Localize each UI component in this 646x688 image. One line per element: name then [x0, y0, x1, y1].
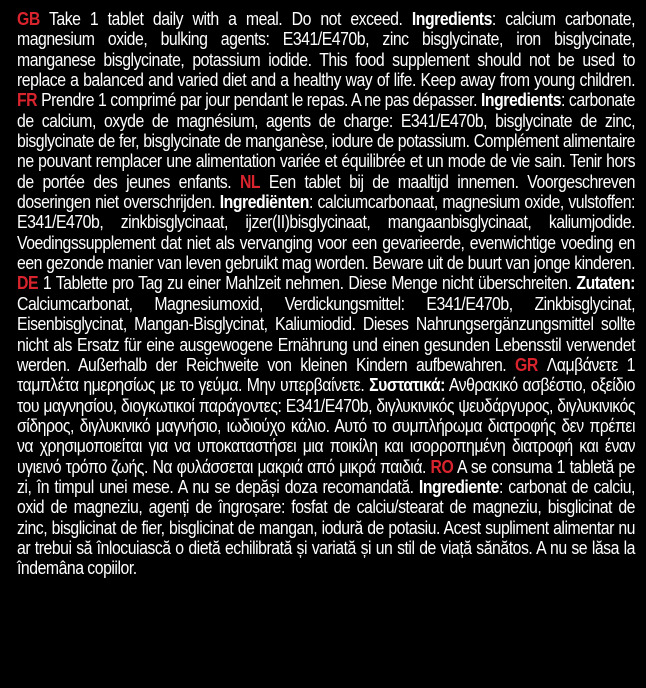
- nl-ingredients-heading: Ingrediënten: [219, 191, 309, 213]
- de-directions: 1 Tablette pro Tag zu einer Mahlzeit nehmen. Diese Menge nicht überschreiten.: [42, 272, 572, 294]
- nl-directions: Een tablet bij de maaltijd innemen. Voorgeschreven doseringen niet overschrijden.: [16, 170, 635, 213]
- lang-code-gr: GR: [515, 353, 538, 375]
- lang-code-fr: FR: [16, 89, 38, 111]
- ro-ingredients-text: : carbonat de calciu, oxid de magneziu, agenți de îngroșare: fosfat de calciu/stearat de magneziu, bisglicinat de zinc, bisglicinat de fier, bisglicinat de mangan, iodură de potasiu. Acest supliment alimentar nu ar trebui să înlocuiască o dietă echilibrată și variată și un stil de viață sănătos. A nu se lăsa la îndemâna copiilor.: [16, 475, 636, 579]
- gb-ingredients-heading: Ingredients: [411, 8, 492, 29]
- lang-code-ro: RO: [430, 455, 454, 477]
- fr-directions: Prendre 1 comprimé par jour pendant le repas. A ne pas dépasser.: [41, 89, 478, 111]
- gr-ingredients-heading: Συστατικά:: [369, 374, 445, 396]
- gb-directions: Take 1 tablet daily with a meal. Do not exceed.: [48, 8, 403, 29]
- lang-code-gb: GB: [16, 8, 40, 29]
- nl-ingredients-text: : calciumcarbonaat, magnesium oxide, vulstoffen: E341/E470b, zinkbisglycinaat, ijzer(II)bisglycinaat, mangaanbisglycinaat, kaliumjodide. Voedingssupplement dat niet als vervanging voor een gevarieerde, evenwichtige voeding en een gezonde manier van leven gebruikt mag worden. Beware uit de buurt van jonge kinderen.: [16, 191, 636, 274]
- ro-directions: A se consuma 1 tabletă pe zi, în timpul unei mese. A nu se depăși doza recomandată.: [16, 455, 636, 497]
- de-ingredients-text: Calciumcarbonat, Magnesiumoxid, Verdickungsmittel: E341/E470b, Zinkbisglycinat, Eisenbisglycinat, Mangan-Bisglycinat, Kaliumiodid. Dieses Nahrungsergänzungsmittel sollte nicht als Ersatz für eine ausgewogene Ernährung und einen gesunden Lebensstil verwendet werden. Außerhalb der Reichweite von kleinen Kindern aufbewahren.: [16, 292, 636, 375]
- fr-ingredients-text: : carbonate de calcium, oxyde de magnésium, agents de charge: E341/E470b, bisglycinate de zinc, bisglycinate de fer, bisglycinate de manganèse, iodure de potassium. Complément alimentaire ne pouvant remplacer une alimentation variée et équilibrée et un mode de vie sain. Tenir hors de portée des jeunes enfants.: [16, 89, 636, 192]
- gr-directions: Λαμβάνετε 1 ταμπλέτα ημερησίως με το γεύμα. Μην υπερβαίνετε.: [16, 353, 635, 396]
- ro-ingredients-heading: Ingrediente: [418, 475, 499, 497]
- de-ingredients-heading: Zutaten:: [576, 272, 635, 294]
- lang-code-de: DE: [16, 272, 39, 294]
- lang-code-nl: NL: [239, 170, 261, 192]
- gb-ingredients-text: : calcium carbonate, magnesium oxide, bulking agents: E341/E470b, zinc bisglycinate, iron bisglycinate, manganese bisglycinate, potassium iodide. This food supplement should not be used to replace a balanced and varied diet and a healthy way of life. Keep away from young children.: [16, 8, 636, 91]
- gr-ingredients-text: Ανθρακικό ασβέστιο, οξείδιο του μαγνησίου, διογκωτικοί παράγοντες: E341/E470b, διγλυκινικός ψευδάργυρος, διγλυκινικός σίδηρος, διγλυκινικό μαγνήσιο, ιωδιούχο κάλιο. Αυτό το συμπλήρωμα διατροφής δεν πρέπει να χρησιμοποιείται για να υποκαταστήσει μια ποικίλη και ισορροπημένη διατροφή και έναν υγιεινό τρόπο ζωής. Να φυλάσσεται μακριά από μικρά παιδιά.: [16, 374, 636, 477]
- fr-ingredients-heading: Ingredients: [480, 89, 562, 111]
